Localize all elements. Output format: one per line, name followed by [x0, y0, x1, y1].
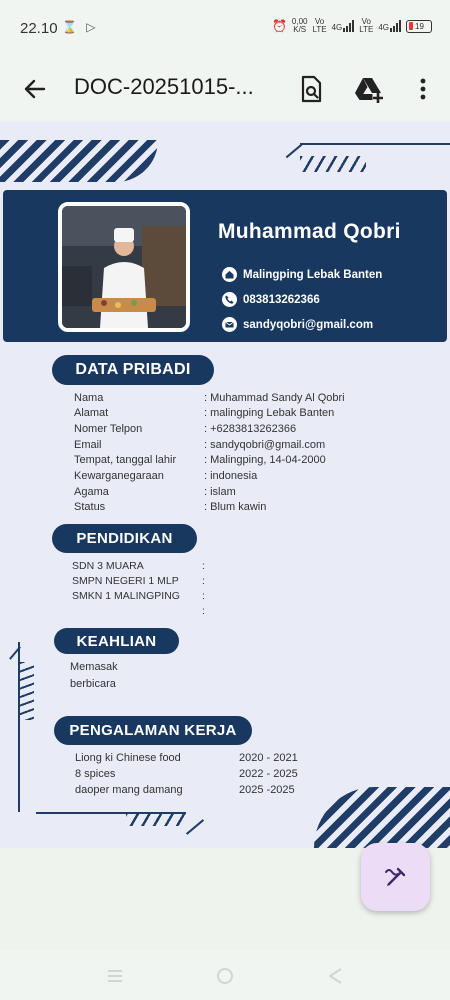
recent-apps-icon[interactable] — [105, 966, 125, 986]
personal-row: Kewarganegaraan : indonesia — [74, 470, 258, 482]
personal-row: Email : sandyqobri@gmail.com — [74, 439, 326, 451]
personal-row: Nomer Telpon : +6283813262366 — [74, 423, 297, 435]
play-icon: ▷ — [86, 20, 96, 34]
personal-row: Nama : Muhammad Sandy Al Qobri — [74, 392, 345, 404]
decor-line-bottom-diag — [186, 819, 204, 835]
decor-stripes-left — [20, 662, 34, 720]
signal-icon — [390, 20, 401, 32]
profile-photo — [58, 202, 190, 332]
personal-row: Tempat, tanggal lahir : Malingping, 14-04-2000 — [74, 454, 326, 466]
contact-email: sandyqobri@gmail.com — [222, 317, 373, 332]
status-right — [272, 18, 432, 34]
education-row: SMPN NEGERI 1 MLP : — [72, 575, 205, 587]
experience-row: 8 spices 2022 - 2025 — [75, 768, 298, 780]
decor-line-top-right — [300, 143, 450, 145]
signal-icon — [343, 20, 354, 32]
personal-row: Agama : islam — [74, 486, 236, 498]
decor-stripes-top-right — [300, 156, 366, 172]
document-page[interactable]: Muhammad Qobri Malingping Lebak Banten 083813262366 sandyqobri@gmail.com DATA PRIBADI Nama : Muhammad Sandy Al Qobri Alamat : malingping Lebak Banten Nomer Telpon : +6283813262366 Email : sandyqobri@gmail.com Tempat, tanggal lahir : Malingping, 14-04-2000 Kewarganegaraan : indonesia Agama : islam Status : Blum kawin PENDIDIKAN SDN 3 MUARA : SMPN NEGERI 1 MLP : SMKN 1 MALINGPING : : KEAHLIAN Memasak berbicara PENGALAMAN KERJA Liong ki Chinese food 2020 - 2021 8 spices 2022 - 2025 daoper mang damang 2025 -2025 — [0, 122, 450, 848]
decor-hatch-bottom-right — [314, 787, 450, 848]
edit-pen-icon — [381, 862, 411, 892]
alarm-icon: ⏰ — [271, 19, 287, 33]
battery-icon: 19 — [406, 20, 432, 33]
network-2-signal: 4G — [378, 20, 401, 32]
skill-item: Memasak — [70, 661, 118, 673]
home-circle-icon[interactable] — [215, 966, 235, 986]
section-education: PENDIDIKAN — [52, 524, 197, 553]
status-bar — [0, 0, 450, 58]
network-1-label: Vo LTE — [312, 17, 327, 34]
experience-row: Liong ki Chinese food 2020 - 2021 — [75, 752, 298, 764]
hourglass-icon: ⌛ — [62, 20, 77, 34]
edit-fab-button[interactable] — [361, 843, 430, 911]
back-arrow-icon[interactable] — [18, 72, 52, 106]
education-row: SMKN 1 MALINGPING : — [72, 590, 205, 602]
section-personal: DATA PRIBADI — [52, 355, 214, 385]
section-skills: KEAHLIAN — [54, 628, 179, 654]
notification-icons — [62, 20, 96, 34]
network-2-label: Vo LTE — [359, 17, 374, 34]
experience-row: daoper mang damang 2025 -2025 — [75, 784, 295, 796]
status-time: 22.10 — [20, 20, 58, 37]
phone-icon — [222, 292, 237, 307]
cv-name: Muhammad Qobri — [218, 220, 401, 243]
search-document-icon[interactable] — [294, 72, 328, 106]
drive-add-icon[interactable] — [352, 72, 386, 106]
document-title: DOC-20251015-... — [74, 74, 254, 99]
skill-item: berbicara — [70, 678, 116, 690]
back-triangle-icon[interactable] — [326, 966, 346, 986]
decor-hatch-top-left — [0, 140, 158, 182]
home-icon — [222, 267, 237, 282]
app-bar — [0, 58, 450, 120]
contact-phone: 083813262366 — [222, 292, 320, 307]
contact-address: Malingping Lebak Banten — [222, 267, 382, 282]
mail-icon — [222, 317, 237, 332]
section-experience: PENGALAMAN KERJA — [54, 716, 252, 745]
net-speed: 0,00 K/S — [291, 17, 308, 34]
system-nav-bar — [0, 950, 450, 1000]
decor-stripes-bottom — [126, 812, 186, 826]
personal-row: Alamat : malingping Lebak Banten — [74, 407, 335, 419]
personal-row: Status : Blum kawin — [74, 501, 267, 513]
network-1-signal: 4G — [332, 20, 355, 32]
education-row: SDN 3 MUARA : — [72, 560, 205, 572]
more-vertical-icon[interactable] — [406, 72, 440, 106]
